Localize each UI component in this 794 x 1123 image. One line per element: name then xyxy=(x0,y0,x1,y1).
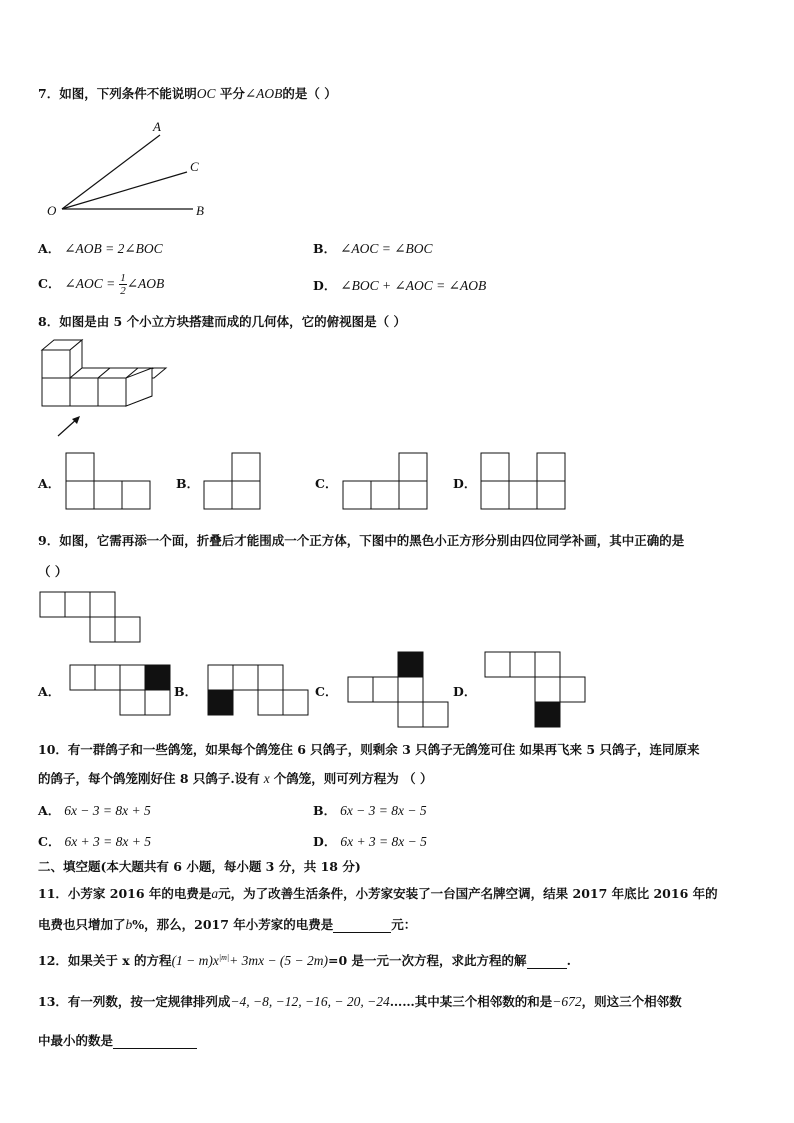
q7-option-c-lhs: ∠AOC = xyxy=(64,276,116,291)
q9-option-d-label[interactable]: D． xyxy=(453,684,477,699)
q12-b: =0 是一元一次方程，求此方程的解 xyxy=(328,953,527,968)
q11-line2 xyxy=(38,915,416,933)
q11-line2c: 元： xyxy=(391,917,417,932)
q10-option-b-text: 6x − 3 = 8x − 5 xyxy=(340,803,427,818)
q8-option-c-label[interactable]: C． xyxy=(315,476,338,491)
q11-answer-blank[interactable] xyxy=(333,920,391,933)
q11-line2b: %，那么，2017 年小芳家的电费是 xyxy=(132,917,334,932)
q10-x: x xyxy=(263,771,270,786)
q10-option-a[interactable] xyxy=(38,801,151,819)
q10-option-b[interactable] xyxy=(313,801,427,819)
q13-sum: −672 xyxy=(552,994,582,1009)
q7-option-a-text: ∠AOB = 2∠BOC xyxy=(64,241,163,256)
q9-option-b-figure xyxy=(208,665,308,715)
q11-b: b xyxy=(125,917,133,932)
q7-oc: OC xyxy=(196,86,216,101)
q10-option-a-text: 6x − 3 = 8x + 5 xyxy=(64,803,151,818)
q7-option-d-label: D． xyxy=(313,278,337,293)
q10-option-c-label: C． xyxy=(38,834,61,849)
q8-option-b-label[interactable]: B． xyxy=(176,476,200,491)
label-a: A xyxy=(153,119,161,134)
q7-option-c-rhs: ∠AOB xyxy=(126,276,165,291)
q10-line2b: 个鸽笼，则可列方程为 （ ） xyxy=(273,771,433,786)
q10-line1: 10．有一群鸽子和一些鸽笼，如果每个鸽笼住 6 只鸽子，则剩余 3 只鸽子无鸽笼可住 如果再飞来 5 只鸽子，连同原来 xyxy=(38,742,700,757)
q7-aob: ∠AOB xyxy=(244,86,283,101)
q10-option-a-label: A． xyxy=(38,803,61,818)
fraction-denominator: 2 xyxy=(120,285,126,297)
q12-exponent: |m| xyxy=(218,952,230,962)
q9-option-a-label[interactable]: A． xyxy=(38,684,61,699)
q11-line1 xyxy=(38,884,718,902)
q10-line2a: 的鸽子，每个鸽笼刚好住 8 只鸽子.设有 xyxy=(38,771,260,786)
q13-answer-blank[interactable] xyxy=(113,1036,197,1049)
q7-option-c-label: C． xyxy=(38,276,61,291)
q8-stem: 8．如图是由 5 个小立方块搭建而成的几何体，它的俯视图是（ ） xyxy=(38,314,406,329)
q7-stem-text: 7．如图，下列条件不能说明 xyxy=(38,86,197,101)
q10-option-d[interactable] xyxy=(313,832,427,850)
q7-option-b-text: ∠AOC = ∠BOC xyxy=(340,241,433,256)
q9-stem: 9．如图，它需再添一个面，折叠后才能围成一个正方体，下图中的黑色小正方形分别由四位同学补画，其中正确的是 xyxy=(38,533,685,548)
q8-option-d-label[interactable]: D． xyxy=(453,476,477,491)
q13-line1 xyxy=(38,992,682,1010)
q9-paren: （ ） xyxy=(38,564,68,579)
q7-mid: 平分 xyxy=(215,86,245,101)
label-c: C xyxy=(190,159,199,174)
q13-c: ，则这三个相邻数 xyxy=(581,994,682,1009)
q11-a: a xyxy=(211,886,219,901)
q11-line1a: 11．小芳家 2016 年的电费是 xyxy=(38,886,212,901)
q13-line2-text: 中最小的数是 xyxy=(38,1033,114,1048)
q12-a: 12．如果关于 x 的方程 xyxy=(38,953,172,968)
q12-line xyxy=(38,951,571,969)
q13-seq: −4, −8, −12, −16, − 20, −24 xyxy=(230,994,390,1009)
q12-c: . xyxy=(566,953,571,968)
q8-option-a-label[interactable]: A． xyxy=(38,476,61,491)
q10-line2 xyxy=(38,769,432,787)
q10-option-c-text: 6x + 3 = 8x + 5 xyxy=(64,834,152,849)
q7-option-d-text: ∠BOC + ∠AOC = ∠AOB xyxy=(340,278,487,293)
q10-option-d-label: D． xyxy=(313,834,337,849)
q12-eq2: + 3mx − (5 − 2m) xyxy=(229,953,329,968)
q9-option-a-figure xyxy=(70,665,170,715)
q13-a: 13．有一列数，按一定规律排列成 xyxy=(38,994,231,1009)
q9-option-c-label[interactable]: C． xyxy=(315,684,338,699)
q10-option-d-text: 6x + 3 = 8x − 5 xyxy=(340,834,427,849)
q7-end: 的是（ ） xyxy=(282,86,337,101)
q13-b: ……其中某三个相邻数的和是 xyxy=(389,994,553,1009)
q10-option-b-label: B． xyxy=(313,803,337,818)
q10-option-c[interactable] xyxy=(38,832,151,850)
q7-option-a-label: A． xyxy=(38,241,61,256)
label-o: O xyxy=(47,203,57,218)
q9-option-b-label[interactable]: B． xyxy=(174,684,198,699)
q11-line1b: 元，为了改善生活条件，小芳家安装了一台国产名牌空调，结果 2017 年底比 2016 年的 xyxy=(218,886,718,901)
section-heading: 二、填空题(本大题共有 6 小题，每小题 3 分，共 18 分) xyxy=(38,859,361,874)
q13-line2 xyxy=(38,1031,197,1049)
q9-option-d-figure xyxy=(485,652,585,727)
q7-option-b-label: B． xyxy=(313,241,337,256)
q9-option-c-figure xyxy=(348,652,448,727)
fraction-numerator: 1 xyxy=(120,272,126,284)
q9-main-net xyxy=(40,592,140,642)
q11-line2a: 电费也只增加了 xyxy=(38,917,126,932)
q12-answer-blank[interactable] xyxy=(527,956,567,969)
q12-eq1: (1 − m)x xyxy=(171,953,219,968)
label-b: B xyxy=(196,203,204,218)
